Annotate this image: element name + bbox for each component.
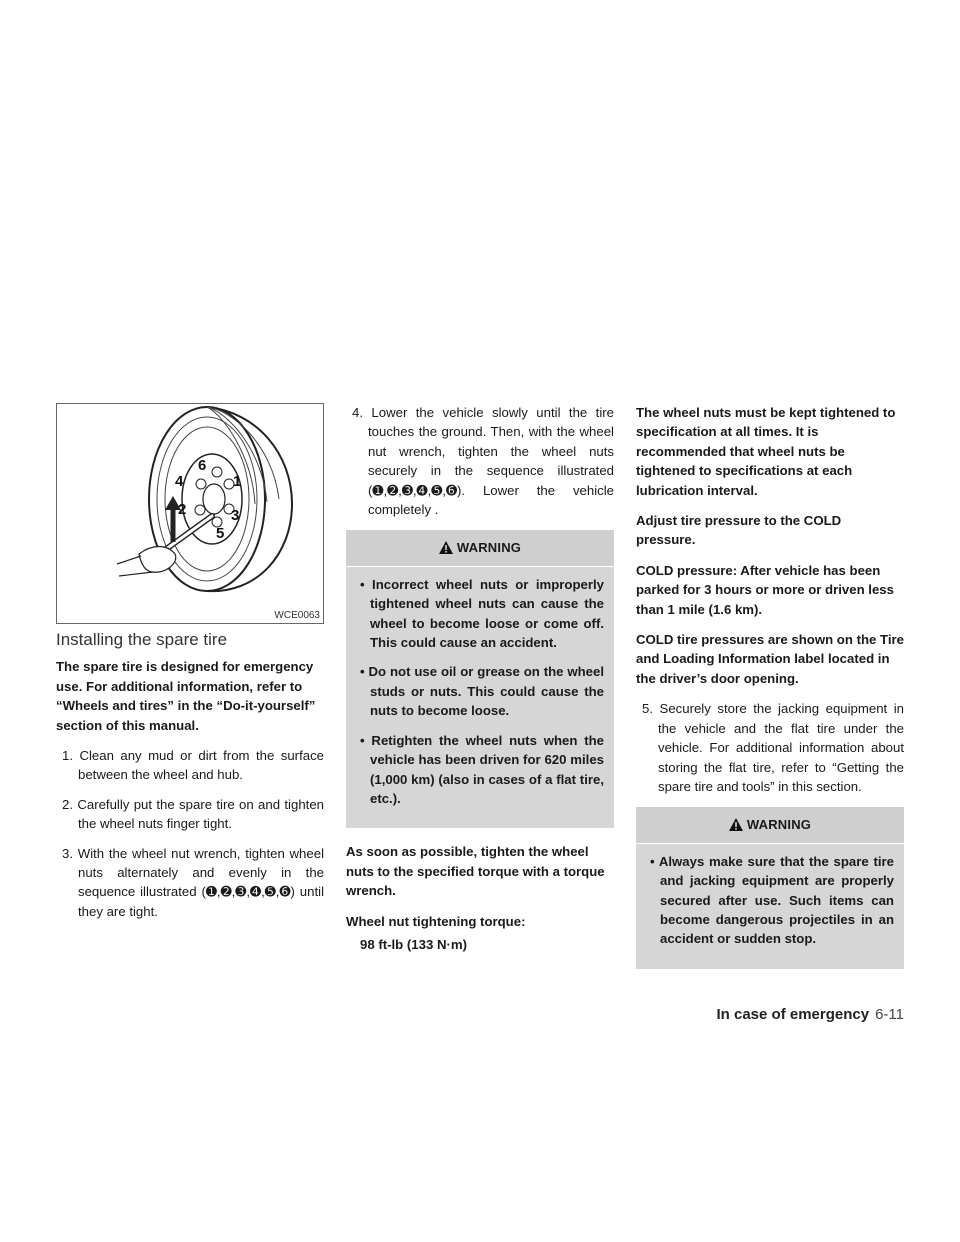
warning-icon [439,540,453,559]
left-column [56,403,324,932]
paragraph-kept-tightened: The wheel nuts must be kept tightened to specification at all times. It is recommended that wheel nuts be tightened to specifications at each lubrication interval. [636,405,896,498]
middle-column [346,403,614,965]
warning-list [636,852,904,949]
paragraph-adjust-pressure: Adjust tire pressure to the COLD pressure. [636,513,842,548]
nut-label-3: 3 [231,507,240,524]
figure-code: WCE0063 [274,610,320,621]
warning-title: WARNING [746,817,812,833]
footer-title: In case of emergency [716,1006,870,1023]
torque-label: Wheel nut tightening torque: [346,913,526,929]
wheel-nut-sequence-figure [56,403,324,624]
nut-label-1: 1 [233,473,242,490]
tire-illustration [57,404,323,623]
nut-label-6: 6 [198,457,207,474]
page-number: 6-11 [875,1006,904,1023]
warning-box [636,807,904,968]
step-item: 5. Securely store the jacking equipment in the vehicle and the flat tire under the vehicle. For additional information about storing the flat tire, refer to “Getting the spare tire and tools” in this section. [642,701,904,794]
step-item: 3. With the wheel nut wrench, tighten wheel nuts alternately and evenly in the sequence illustrated (➊,➋,➌,➍,➎,➏) until they are tight. [62,845,324,919]
warning-item: • Do not use oil or grease on the wheel studs or nuts. This could cause the nuts to become loose. [360,664,604,719]
steps-list-part1 [56,746,324,921]
warning-header [346,530,614,566]
nut-label-2: 2 [178,501,187,518]
intro-paragraph: The spare tire is designed for emergency use. For additional information, refer to “Wheels and tires” in the “Do-it-yourself” section of this manual. [56,659,316,733]
right-column [636,403,904,983]
step-item: 1. Clean any mud or dirt from the surface between the wheel and hub. [62,748,324,783]
warning-icon [729,817,743,836]
steps-list-part2 [346,403,614,519]
torque-note: As soon as possible, tighten the wheel nuts to the specified torque with a torque wrench. [346,844,605,899]
section-title: Installing the spare tire [56,630,228,649]
warning-item: • Always make sure that the spare tire and jacking equipment are properly secured after use. Such items can become dangerous projectiles in an accident or sudden stop. [650,853,894,947]
paragraph-cold-pressure: COLD pressure: After vehicle has been parked for 3 hours or more or driven less than 1 mile (1.6 km). [636,562,894,617]
warning-title: WARNING [456,540,522,556]
steps-list-part3 [636,699,904,796]
step-item: 2. Carefully put the spare tire on and tighten the wheel nuts finger tight. [62,796,324,832]
torque-value: 98 ft-lb (133 N·m) [360,936,467,952]
warning-list [346,575,614,808]
warning-item: • Retighten the wheel nuts when the vehicle has been driven for 620 miles (1,000 km) (also in cases of a flat tire, etc.). [360,732,604,806]
warning-header [636,807,904,843]
step-item: 4. Lower the vehicle slowly until the tire touches the ground. Then, with the wheel nut wrench, tighten the wheel nuts securely in the sequence illustrated (➊,➋,➌,➍,➎,➏). Lower the vehicle completely . [352,405,614,518]
paragraph-cold-label: COLD tire pressures are shown on the Tire and Loading Information label located in the driver’s door opening. [636,632,904,686]
warning-item: • Incorrect wheel nuts or improperly tightened wheel nuts can cause the wheel to become loose or come off. This could cause an accident. [360,576,604,651]
page-footer [717,1006,905,1023]
nut-label-4: 4 [175,473,184,490]
warning-box [346,530,614,828]
nut-label-5: 5 [216,525,225,542]
